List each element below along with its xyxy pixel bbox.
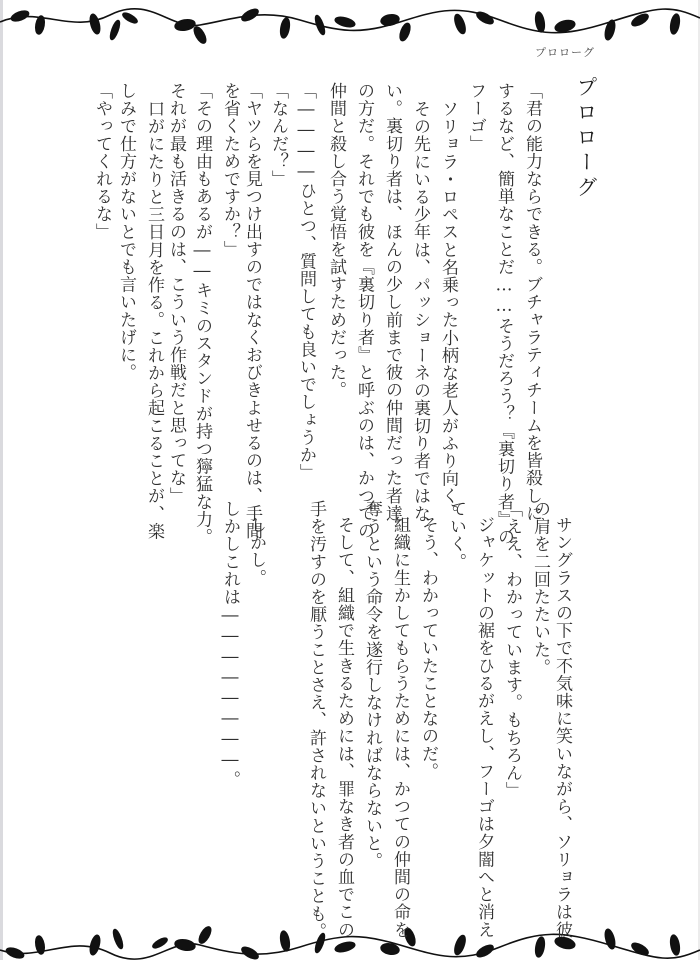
text-column: 「――――ひとつ、質問しても良いでしょうか」 [296, 82, 316, 482]
text-column: しかしこれは――――――――。 [220, 500, 240, 788]
text-column: それが最も活きるのは、こういう作戦だと思ってな」 [166, 82, 186, 505]
text-column: 仲間と殺し合う覚悟を試すためだった。 [326, 82, 346, 399]
text-column: 「やってくれるな」 [92, 82, 112, 241]
text-column: ソリョラ・ロペスと名乗った小柄な老人がふり向く。 [438, 100, 458, 523]
text-column: ていく。 [446, 500, 466, 571]
text-column: い。裏切り者は、ほんの少し前まで彼の仲間だった者達 [382, 82, 402, 522]
text-column: しみで仕方がないとでも言いたげに。 [116, 82, 136, 382]
running-head: プロローグ [535, 46, 595, 59]
text-column: しかし。 [246, 516, 266, 587]
text-column: 組織に生かしてもらうためには、かつての仲間の命を [390, 516, 410, 939]
text-column: の肩を二回たたいた。 [530, 500, 550, 676]
text-column: 手を汚すのを厭うことさえ、許されないということも。 [306, 500, 326, 940]
page-edge-left [0, 0, 3, 960]
vine-ornament-top-icon [0, 0, 700, 50]
text-column: 「ヤツらを見つけ出すのではなくおびきよせるのは、手間 [242, 82, 262, 540]
text-column: 奪うという命令を遂行しなければならないと。 [362, 500, 382, 870]
text-column: サングラスの下で不気味に笑いながら、ソリョラは彼 [552, 516, 572, 939]
text-column: フーゴ」 [466, 82, 486, 153]
text-column: 「なんだ？」 [268, 82, 288, 188]
text-column: 「ええ、わかっています。もちろん」 [502, 500, 522, 800]
chapter-title: プロローグ [574, 76, 598, 201]
text-column: 「君の能力ならできる。ブチャラティチームを皆殺しに [522, 82, 542, 522]
text-column: 「その理由もあるが――キミのスタンドが持つ獰猛な力。 [192, 82, 212, 546]
text-column: そう、わかっていたことなのだ。 [418, 516, 438, 780]
text-column: ジャケットの裾をひるがえし、フーゴは夕闇へと消え [474, 516, 494, 939]
text-column: そして、組織で生きるためには、罪なき者の血でこの [334, 516, 354, 939]
text-column: を省くためですか？」 [220, 82, 240, 258]
text-column: 口がにたりと三日月を作る。これから起こることが、楽 [144, 100, 164, 540]
text-column: するなど、簡単なことだ……そうだろう？『裏切り者』の [494, 82, 514, 546]
text-column: の方だ。それでも彼を『裏切り者』と呼ぶのは、かつての [354, 82, 374, 540]
text-column: その先にいる少年は、パッショーネの裏切り者ではな [410, 100, 430, 523]
